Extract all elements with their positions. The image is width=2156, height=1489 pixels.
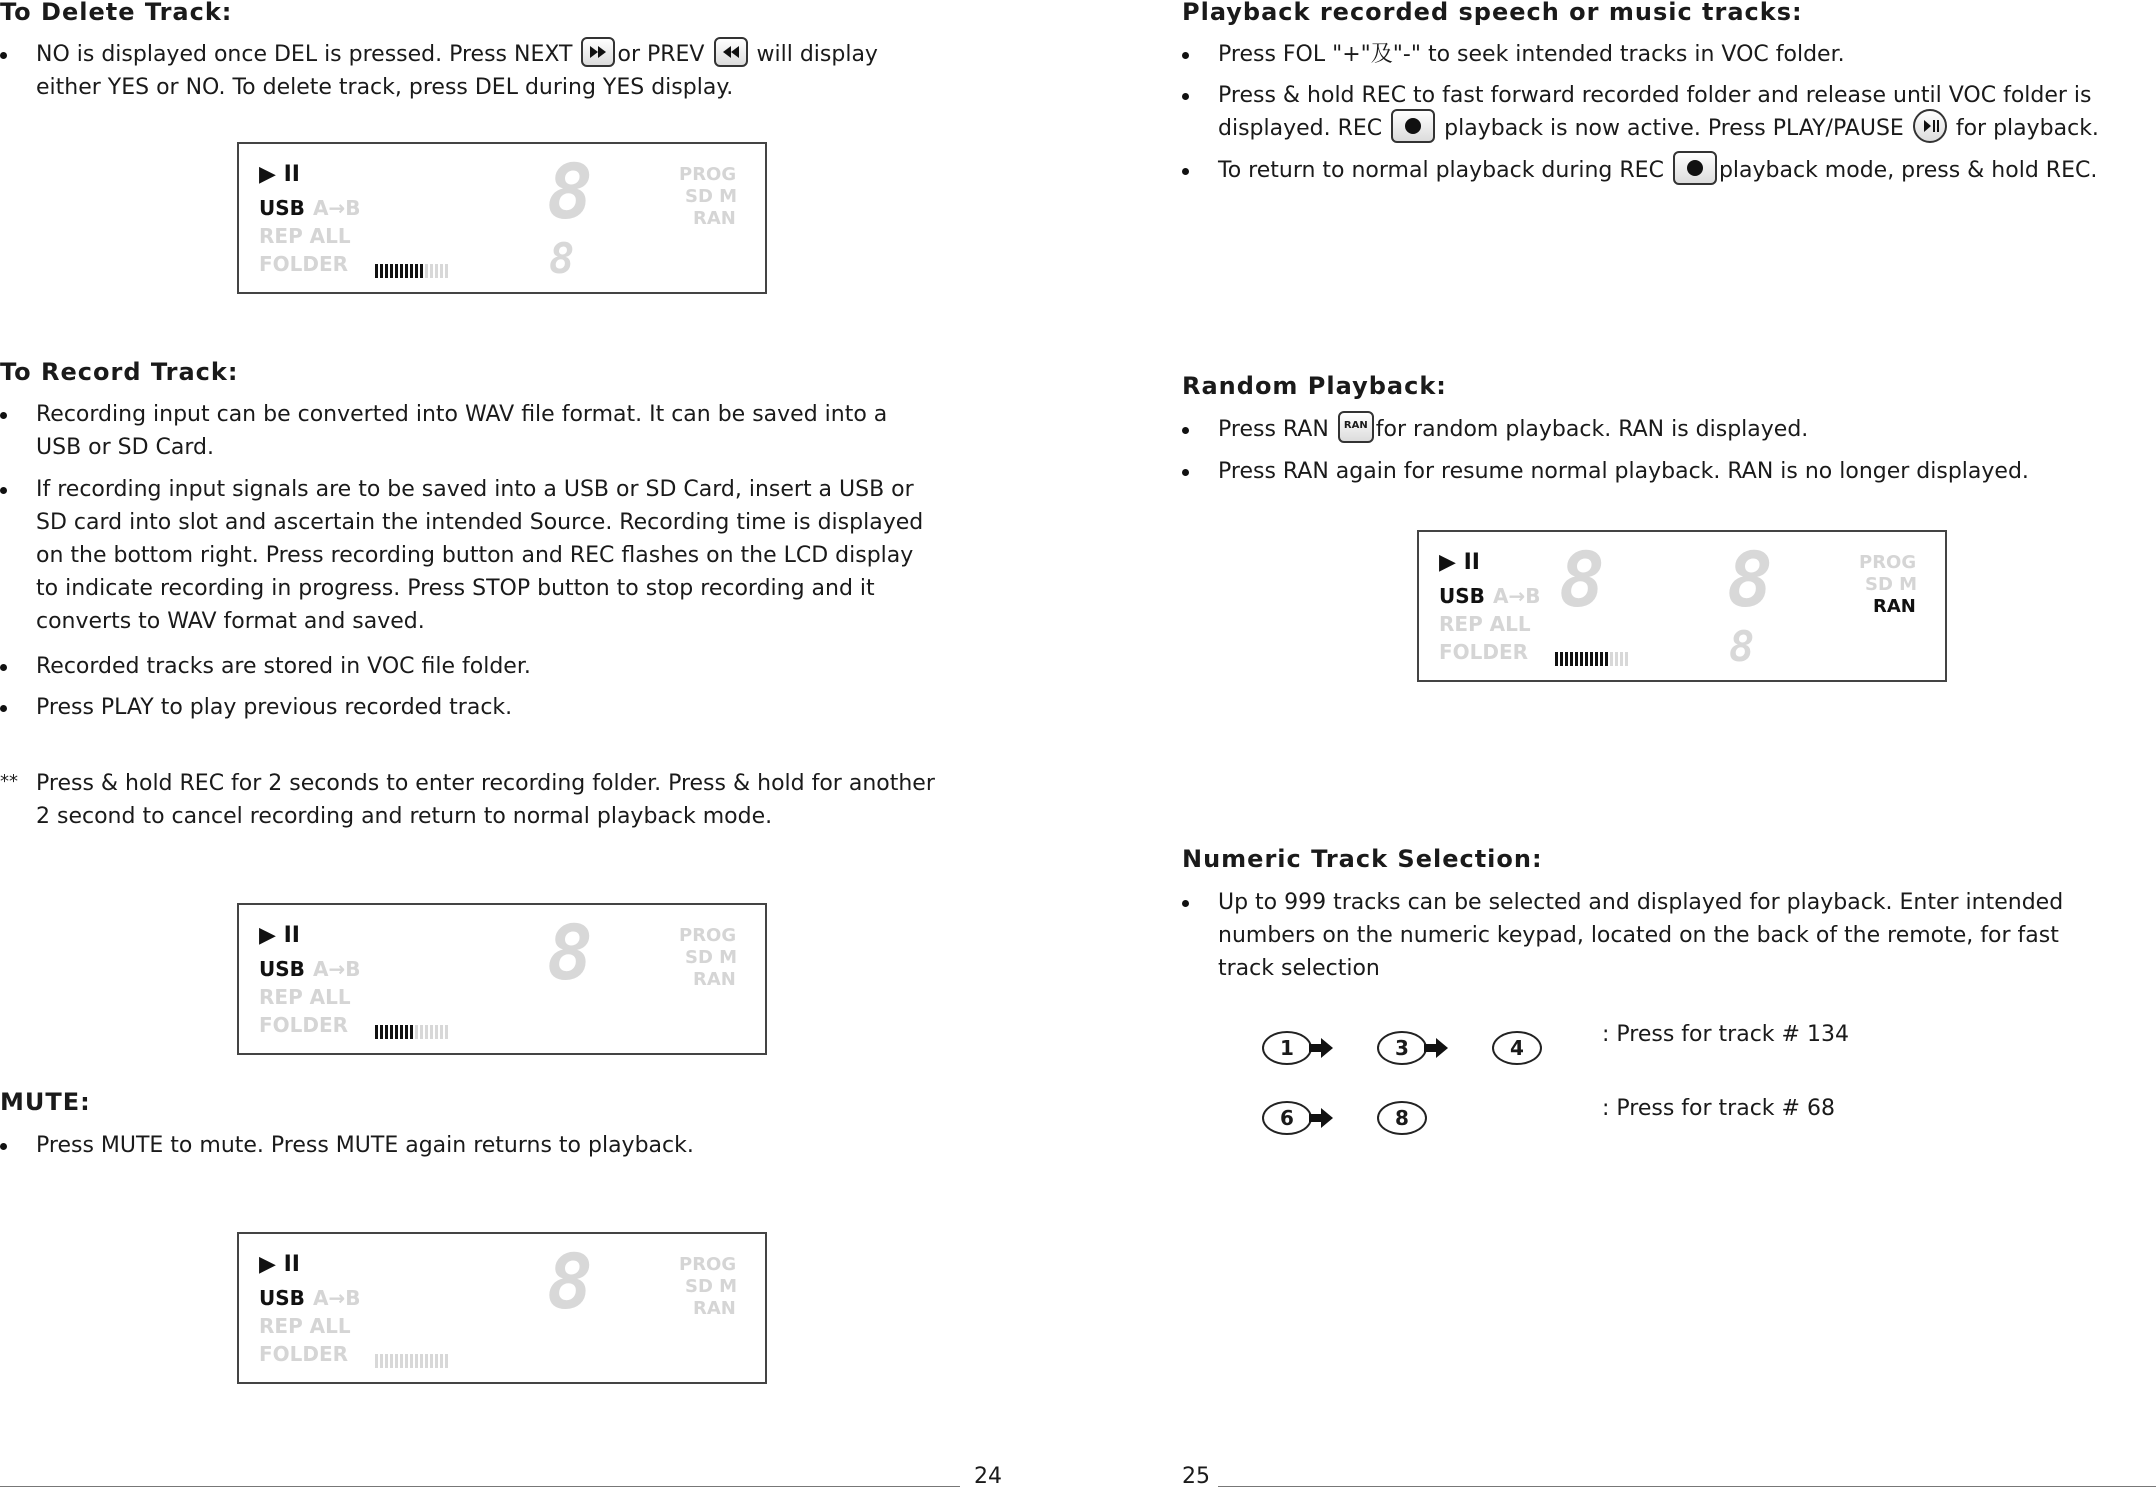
prev-icon: [714, 37, 748, 67]
key-8: 8: [1377, 1101, 1427, 1135]
level-segment: [405, 1354, 408, 1368]
level-segment: [445, 264, 448, 278]
sd-m-indicator: SD M: [1865, 574, 1918, 595]
lcd-display-random: [1417, 530, 1947, 682]
level-segment: [1555, 652, 1558, 666]
folder-indicator: FOLDER: [1439, 640, 1529, 664]
prog-indicator: PROG: [679, 925, 737, 946]
footer-rule: [0, 1486, 960, 1487]
level-segment: [440, 1354, 443, 1368]
level-segment: [395, 1354, 398, 1368]
level-segment: [430, 1025, 433, 1039]
level-segment: [435, 1025, 438, 1039]
level-segment: [440, 1025, 443, 1039]
lcd-display-record: [237, 903, 767, 1055]
level-segment: [1565, 652, 1568, 666]
level-segment: [1615, 652, 1618, 666]
level-segment: [395, 264, 398, 278]
level-segment: [1590, 652, 1593, 666]
rec-button-icon: [1673, 151, 1717, 185]
level-segment: [1610, 652, 1613, 666]
level-segment: [1605, 652, 1608, 666]
record-bullet-4: Press PLAY to play previous recorded track.: [0, 691, 1010, 724]
rep-all-indicator: REP ALL: [259, 224, 351, 248]
level-segment: [440, 264, 443, 278]
usb-indicator: USB: [259, 957, 305, 981]
ran-indicator: RAN: [693, 1298, 736, 1319]
record-bullet-1: Recording input can be converted into WAV file format. It can be saved into a USB or SD Card.: [0, 398, 1010, 464]
level-segment: [1580, 652, 1583, 666]
ran-indicator: RAN: [693, 208, 736, 229]
delete-heading: To Delete Track:: [0, 0, 233, 26]
random-bullet-1: Press RAN RAN for random playback. RAN is displayed.: [1182, 413, 2156, 446]
key-1: 1: [1262, 1031, 1312, 1065]
level-segment: [425, 1354, 428, 1368]
lcd-time: 8: [1729, 622, 1755, 671]
record-bullet-2: If recording input signals are to be saved into a USB or SD Card, insert a USB or SD card into slot and ascertain the intended Source. Recording time is displayed on the bottom right. Press recording button and REC flashes on the LCD display to indicate recording in progress. Press STOP button to stop recording and it converts to WAV format and saved.: [0, 473, 1010, 638]
page-number: 24: [974, 1464, 1002, 1489]
level-segment: [415, 1354, 418, 1368]
level-segment: [390, 1354, 393, 1368]
level-segment: [1585, 652, 1588, 666]
sd-m-indicator: SD M: [685, 1276, 738, 1297]
ran-indicator: RAN: [1873, 596, 1916, 617]
level-segment: [420, 1354, 423, 1368]
play-pause-indicator: ▶ II: [259, 923, 300, 948]
arrow-right-icon: [1306, 1036, 1336, 1060]
record-heading: To Record Track:: [0, 358, 239, 386]
folder-indicator: FOLDER: [259, 1342, 349, 1366]
playback-bullet-3: To return to normal playback during REC playback mode, press & hold REC.: [1182, 154, 2156, 187]
level-segment: [410, 1354, 413, 1368]
random-bullet-2: Press RAN again for resume normal playback. RAN is no longer displayed.: [1182, 455, 2156, 488]
level-segment: [1575, 652, 1578, 666]
level-segment: [380, 1025, 383, 1039]
level-segment: [380, 264, 383, 278]
arrow-right-icon: [1306, 1106, 1336, 1130]
level-segment: [375, 264, 378, 278]
level-segment: [400, 264, 403, 278]
level-segment: [390, 1025, 393, 1039]
play-pause-indicator: ▶ II: [259, 162, 300, 187]
level-segment: [410, 1025, 413, 1039]
level-meter: [375, 1025, 448, 1039]
level-segment: [420, 264, 423, 278]
playback-bullet-1: Press FOL "+"及"-" to seek intended tracks in VOC folder.: [1182, 38, 2156, 71]
level-segment: [400, 1025, 403, 1039]
level-segment: [415, 1025, 418, 1039]
ran-indicator: RAN: [693, 969, 736, 990]
level-meter: [375, 264, 448, 278]
key-4: 4: [1492, 1031, 1542, 1065]
level-segment: [1620, 652, 1623, 666]
play-pause-icon: [1913, 109, 1947, 143]
lcd-track-number: 8: [547, 1237, 593, 1326]
level-segment: [1600, 652, 1603, 666]
rep-all-indicator: REP ALL: [259, 985, 351, 1009]
rep-all-indicator: REP ALL: [1439, 612, 1531, 636]
ab-indicator: A→B: [313, 196, 361, 220]
prog-indicator: PROG: [1859, 552, 1917, 573]
left-page: [0, 0, 1010, 1488]
level-segment: [375, 1025, 378, 1039]
folder-indicator: FOLDER: [259, 252, 349, 276]
level-segment: [435, 1354, 438, 1368]
lcd-time: 8: [549, 234, 575, 283]
right-page: [1182, 0, 2156, 1488]
arrow-right-icon: [1421, 1036, 1451, 1060]
ab-indicator: A→B: [313, 1286, 361, 1310]
prog-indicator: PROG: [679, 164, 737, 185]
footer-rule: [1218, 1486, 2156, 1487]
usb-indicator: USB: [1439, 584, 1485, 608]
level-segment: [1625, 652, 1628, 666]
key-3: 3: [1377, 1031, 1427, 1065]
level-segment: [425, 264, 428, 278]
ab-indicator: A→B: [313, 957, 361, 981]
level-segment: [430, 1354, 433, 1368]
level-segment: [445, 1354, 448, 1368]
level-segment: [395, 1025, 398, 1039]
ab-indicator: A→B: [1493, 584, 1541, 608]
seq1-caption: : Press for track # 134: [1602, 1022, 1849, 1047]
level-meter: [375, 1354, 448, 1368]
numeric-heading: Numeric Track Selection:: [1182, 845, 1543, 873]
play-pause-indicator: ▶ II: [259, 1252, 300, 1277]
lcd-track-number: 8: [547, 908, 593, 997]
playback-bullet-2: Press & hold REC to fast forward recorded folder and release until VOC folder is displayed. REC playback is now active. Press PLAY/PAUSE for playback.: [1182, 79, 2156, 145]
random-heading: Random Playback:: [1182, 372, 1447, 400]
level-segment: [425, 1025, 428, 1039]
level-segment: [375, 1354, 378, 1368]
seq2-caption: : Press for track # 68: [1602, 1096, 1835, 1121]
key-6: 6: [1262, 1101, 1312, 1135]
rep-all-indicator: REP ALL: [259, 1314, 351, 1338]
level-segment: [400, 1354, 403, 1368]
usb-indicator: USB: [259, 1286, 305, 1310]
level-segment: [435, 264, 438, 278]
level-segment: [390, 264, 393, 278]
ran-button-icon: RAN: [1338, 411, 1374, 443]
prog-indicator: PROG: [679, 1254, 737, 1275]
level-segment: [385, 1025, 388, 1039]
next-icon: [581, 37, 615, 67]
sd-m-indicator: SD M: [685, 186, 738, 207]
level-segment: [410, 264, 413, 278]
level-segment: [405, 1025, 408, 1039]
level-segment: [420, 1025, 423, 1039]
record-bullet-3: Recorded tracks are stored in VOC file folder.: [0, 650, 1010, 683]
level-segment: [405, 264, 408, 278]
play-pause-indicator: ▶ II: [1439, 550, 1480, 575]
page-number: 25: [1182, 1464, 1210, 1489]
level-meter: [1555, 652, 1628, 666]
lcd-track-number: 8: [1727, 535, 1773, 624]
usb-indicator: USB: [259, 196, 305, 220]
level-segment: [385, 1354, 388, 1368]
level-segment: [1570, 652, 1573, 666]
lcd-display-mute: [237, 1232, 767, 1384]
mute-bullet: Press MUTE to mute. Press MUTE again returns to playback.: [0, 1129, 1010, 1162]
numeric-bullet: Up to 999 tracks can be selected and displayed for playback. Enter intended numbers on the numeric keypad, located on the back of the remote, for fast track selection: [1182, 886, 2156, 985]
rec-button-icon: [1391, 109, 1435, 143]
playback-heading: Playback recorded speech or music tracks:: [1182, 0, 1803, 26]
level-segment: [445, 1025, 448, 1039]
lcd-display-delete: [237, 142, 767, 294]
record-note: ** Press & hold REC for 2 seconds to enter recording folder. Press & hold for another 2 second to cancel recording and return to normal playback mode.: [0, 771, 935, 829]
bullet-dot: [0, 52, 7, 59]
folder-indicator: FOLDER: [259, 1013, 349, 1037]
level-segment: [415, 264, 418, 278]
mute-heading: MUTE:: [0, 1088, 91, 1116]
sd-m-indicator: SD M: [685, 947, 738, 968]
level-segment: [385, 264, 388, 278]
level-segment: [430, 264, 433, 278]
delete-bullet: NO is displayed once DEL is pressed. Press NEXT or PREV will display either YES or NO. To delete track, press DEL during YES display.: [0, 38, 1000, 104]
level-segment: [1560, 652, 1563, 666]
level-segment: [1595, 652, 1598, 666]
level-segment: [380, 1354, 383, 1368]
lcd-track-number: 8: [547, 147, 593, 236]
lcd-main-text: 8: [1559, 535, 1609, 624]
